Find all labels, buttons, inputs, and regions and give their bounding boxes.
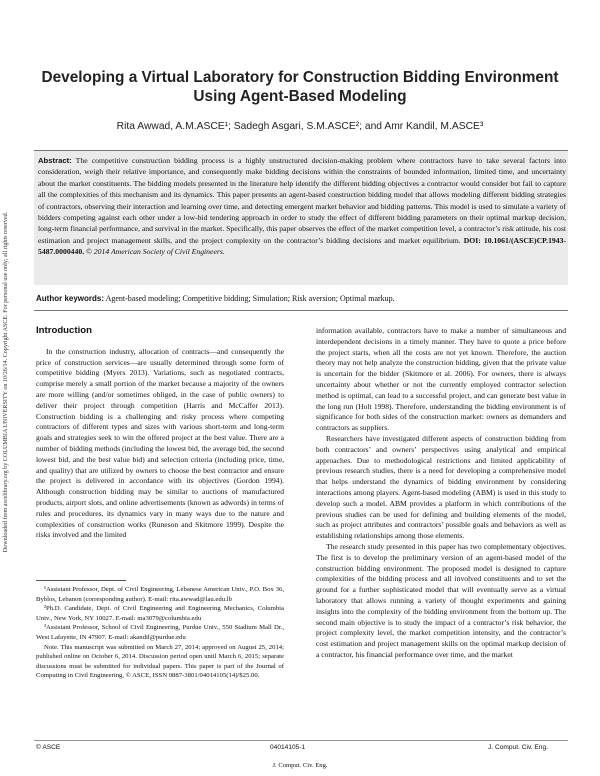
footer-journal: J. Comput. Civ. Eng. (488, 744, 548, 751)
abstract-copyright: © 2014 American Society of Civil Engineers. (84, 247, 225, 257)
running-footer: J. Comput. Civ. Eng. (272, 762, 328, 769)
keywords-text: Agent-based modeling; Competitive bidding; Simulation; Risk aversion; Optimal markup. (104, 294, 395, 303)
manuscript-note: Note. This manuscript was submitted on March 27, 2014; approved on August 25, 2014; published online on October 6, 2014. Discussion period open until March 6, 2015; separate discussions must be submitted for individual papers. This paper is part of the Journal of Computing in Civil Engineering, © ASCE, ISSN 0887-3801/04014105(14)/$25.00. (36, 643, 284, 680)
intro-heading: Introduction (36, 325, 92, 336)
paper-title: Developing a Virtual Laboratory for Construction Bidding Environment Using Agent-Based Modeling (41, 69, 559, 105)
footnote-3: ³Assistant Professor, School of Civil Engineering, Purdue Univ., 550 Stadium Mall Dr., West Lafayette, IN 47907. E-mail: akandil@purdue.edu (36, 624, 284, 641)
footer-page-id: 04014105-1 (270, 744, 306, 751)
author-keywords (36, 294, 566, 303)
abstract-text: The competitive construction bidding process is a highly unstructured decision-making problem where contractors have to take several factors into consideration, weigh their relative importance, and consequently make bidding decisions within the constraints of bounded information, limited time, and uncertainty about the market constituents. The bidding models presented in the literature help identify the different bidding objectives a contractor would consider but fail to capture all the complexities of this mechanism and its dynamics. This paper presents an agent-based construction bidding model that allows modeling different bidding strategies of contractors, observing their interaction and learning over time, and detecting emergent market behavior and bidding patterns. This model is used to simulate a variety of bidders competing against each other under a low-bid tendering approach in order to study the effect of different bidding parameters on their optimal markup decision, long-term financial performance, and survival in the market. Specifically, this paper observes the effect of the market competition level, a contractor’s risk attitude, his cost estimation and project management skills, and the project complexity on the contractor’s bidding decisions and market equilibrium. (38, 156, 566, 245)
right-paragraph-3: The research study presented in this paper has two complementary objectives. The first is to develop the preliminary version of an agent-based model of the construction bidding environment. The proposed model is designed to capture complexities of the bidding process and all involved constituents and to set the ground for a further sophisticated model that will eventually serve as a virtual laboratory that allows running a variety of thought experiments and gaining insights into the complexity of the bidding environment from the bottom up. The second main objective is to study the impact of a contractor’s risk behavior, the project complexity level, the market competition intensity, and the contractor’s cost estimation and project management skills on the optimal markup decision of a contractor, his financial performance over time, and the market (316, 541, 566, 659)
right-paragraph-1: information available, contractors have to make a number of simultaneous and interdependent decisions in a timely manner. They have to quote a price before the project starts, when all the costs are not yet known. Therefore, the auction theory may not help analyze the construction bidding, given that the private value is uncertain for the bidder (Skitmore et al. 2006). For owners, there is always uncertainty about whether or not the currently employed contractor selection method is optimal, can lead to a successful project, and can generate best value in the long run (Holt 1998). Therefore, understanding the bidding environment is of significance for both sides of the construction market: owners as demanders and contractors as suppliers. (316, 326, 566, 433)
footnote-2: ²Ph.D. Candidate, Dept. of Civil Engineering and Engineering Mechanics, Columbia Univ., New York, NY 10027. E-mail: ma3079@columbia.edu (36, 605, 284, 622)
left-column (36, 326, 284, 541)
right-column (316, 326, 566, 661)
keywords-label: Author keywords: (36, 294, 105, 303)
doi-link[interactable]: DOI: 10.1061/(ASCE)CP.1943-5487.0000440. (38, 235, 567, 257)
download-sidebar (0, 150, 12, 620)
keywords-divider (34, 310, 568, 311)
intro-paragraph-1: In the construction industry, allocation of contracts—and consequently the price of construction services—are usually determined through some form of competitive bidding (Myers 2013). Variations, such as negotiated contracts, comprise merely a small portion of the market because a majority of the owners are more willing (and/or sometimes obliged, in the case of public owners) to deliver their project through competition (Harris and McCaffer 2013). Construction bidding is a challenging and risky process where competing contractors of different types and sizes with various short-term and long-term goals and strategies seek to win the offered project at the best value. There are a number of bidding methods (including the lowest bid, the average bid, the second lowest bid, and the best value bid) and selection criteria (including price, time, and quality) that are utilized by owners to choose the best contractor and ensure the project is delivered in accordance with its objectives (Gordon 1994). Although construction bidding may be similar to auctions of manufactured products, airport slots, and online advertisements (known as adwords) in terms of rules and procedures, its dynamics vary in many ways due to the nature and complexities of construction works (Runeson and Skitmore 1999). Despite the risks involved and the limited (36, 346, 285, 540)
paper-authors: Rita Awwad, A.M.ASCE¹; Sadegh Asgari, S.M.ASCE²; and Amr Kandil, M.ASCE³ (116, 121, 484, 132)
right-paragraph-2: Researchers have investigated different aspects of construction bidding from both contractors’ and owners’ perspectives using analytical and empirical approaches. Due to methodological restrictions and limited applicability of previous research studies, there is a need for developing a comprehensive model that helps understand the dynamics of bidding environment by considering interactions among players. Agent-based modeling (ABM) is used in this study to develop such a model. ABM provides a platform in which contributions of the previous studies can be used for defining and building elements of the model, such as project attributes and contractors’ possible goals and behaviors as well as establishing relationships among those elements. (316, 433, 566, 541)
abstract (38, 155, 566, 258)
abstract-label: Abstract: (38, 156, 72, 165)
footnotes (36, 585, 284, 681)
download-notice: Downloaded from ascelibrary.org by COLUMBIA UNIVERSITY on 10/26/14. Copyright ASCE. For personal use only; all rights reserved. (3, 211, 9, 553)
footer-divider (34, 740, 568, 741)
footer-copyright: © ASCE (36, 744, 61, 751)
footnote-divider (36, 580, 126, 581)
footnote-1: ¹Assistant Professor, Dept. of Civil Engineering, Lebanese American Univ., P.O. Box 36, Byblos, Lebanon (corresponding author). E-mail: rita.awwad@lau.edu.lb (36, 586, 284, 603)
